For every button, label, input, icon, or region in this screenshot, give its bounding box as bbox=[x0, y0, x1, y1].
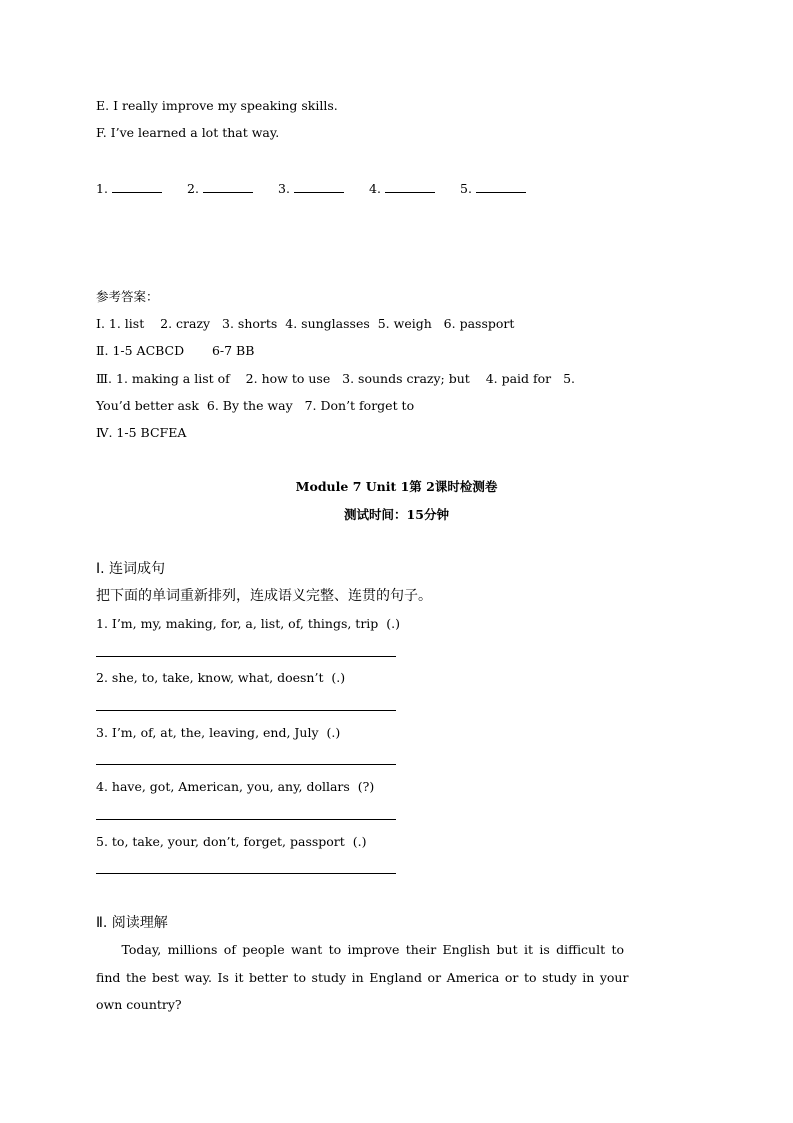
section1-item-3: 3. I’m, of, at, the, leaving, end, July (.) bbox=[96, 725, 341, 740]
answer-blank-1[interactable]: 1. bbox=[96, 180, 162, 196]
answer-line-1[interactable] bbox=[96, 656, 396, 657]
section1-item-2: 2. she, to, take, know, what, doesn’t (.) bbox=[96, 670, 346, 685]
answers-heading: 参考答案： bbox=[96, 289, 159, 304]
option-f: F. I’ve learned a lot that way. bbox=[96, 125, 280, 140]
answers-part3-line1: Ⅲ. 1. making a list of 2. how to use 3. sounds crazy; but 4. paid for 5. bbox=[96, 371, 575, 386]
answer-blank-3[interactable]: 3. bbox=[278, 180, 344, 196]
passage-line-3: own country? bbox=[96, 997, 182, 1012]
option-e: E. I really improve my speaking skills. bbox=[96, 98, 338, 113]
answers-part1: Ⅰ. 1. list 2. crazy 3. shorts 4. sunglasses 5. weigh 6. passport bbox=[96, 316, 515, 331]
section2-heading: Ⅱ. 阅读理解 bbox=[96, 915, 168, 931]
section1-item-1: 1. I’m, my, making, for, a, list, of, things, trip (.) bbox=[96, 616, 400, 631]
answer-line-4[interactable] bbox=[96, 819, 396, 820]
answer-line-2[interactable] bbox=[96, 710, 396, 711]
answers-part4: Ⅳ. 1-5 BCFEA bbox=[96, 425, 187, 440]
answer-blank-4[interactable]: 4. bbox=[369, 180, 435, 196]
answer-blank-2[interactable]: 2. bbox=[187, 180, 253, 196]
answer-line-5[interactable] bbox=[96, 873, 396, 874]
answer-line-3[interactable] bbox=[96, 764, 396, 765]
section1-item-4: 4. have, got, American, you, any, dollars (?) bbox=[96, 779, 375, 794]
section1-heading: Ⅰ. 连词成句 bbox=[96, 561, 166, 577]
answers-part3-line2: You’d better ask 6. By the way 7. Don’t forget to bbox=[96, 398, 415, 413]
section1-instruction: 把下面的单词重新排列，连成语义完整、连贯的句子。 bbox=[96, 588, 432, 604]
test-title: Module 7 Unit 1第 2课时检测卷 bbox=[295, 479, 498, 494]
test-time: 测试时间：15分钟 bbox=[344, 507, 449, 522]
passage-line-2: find the best way. Is it better to study in England or America or to study in your bbox=[96, 970, 629, 985]
answer-blank-5[interactable]: 5. bbox=[460, 180, 526, 196]
passage-line-1: Today, millions of people want to improve their English but it is difficult to bbox=[96, 942, 625, 957]
answers-part2: Ⅱ. 1-5 ACBCD 6-7 BB bbox=[96, 343, 255, 358]
section1-item-5: 5. to, take, your, don’t, forget, passport (.) bbox=[96, 834, 367, 849]
